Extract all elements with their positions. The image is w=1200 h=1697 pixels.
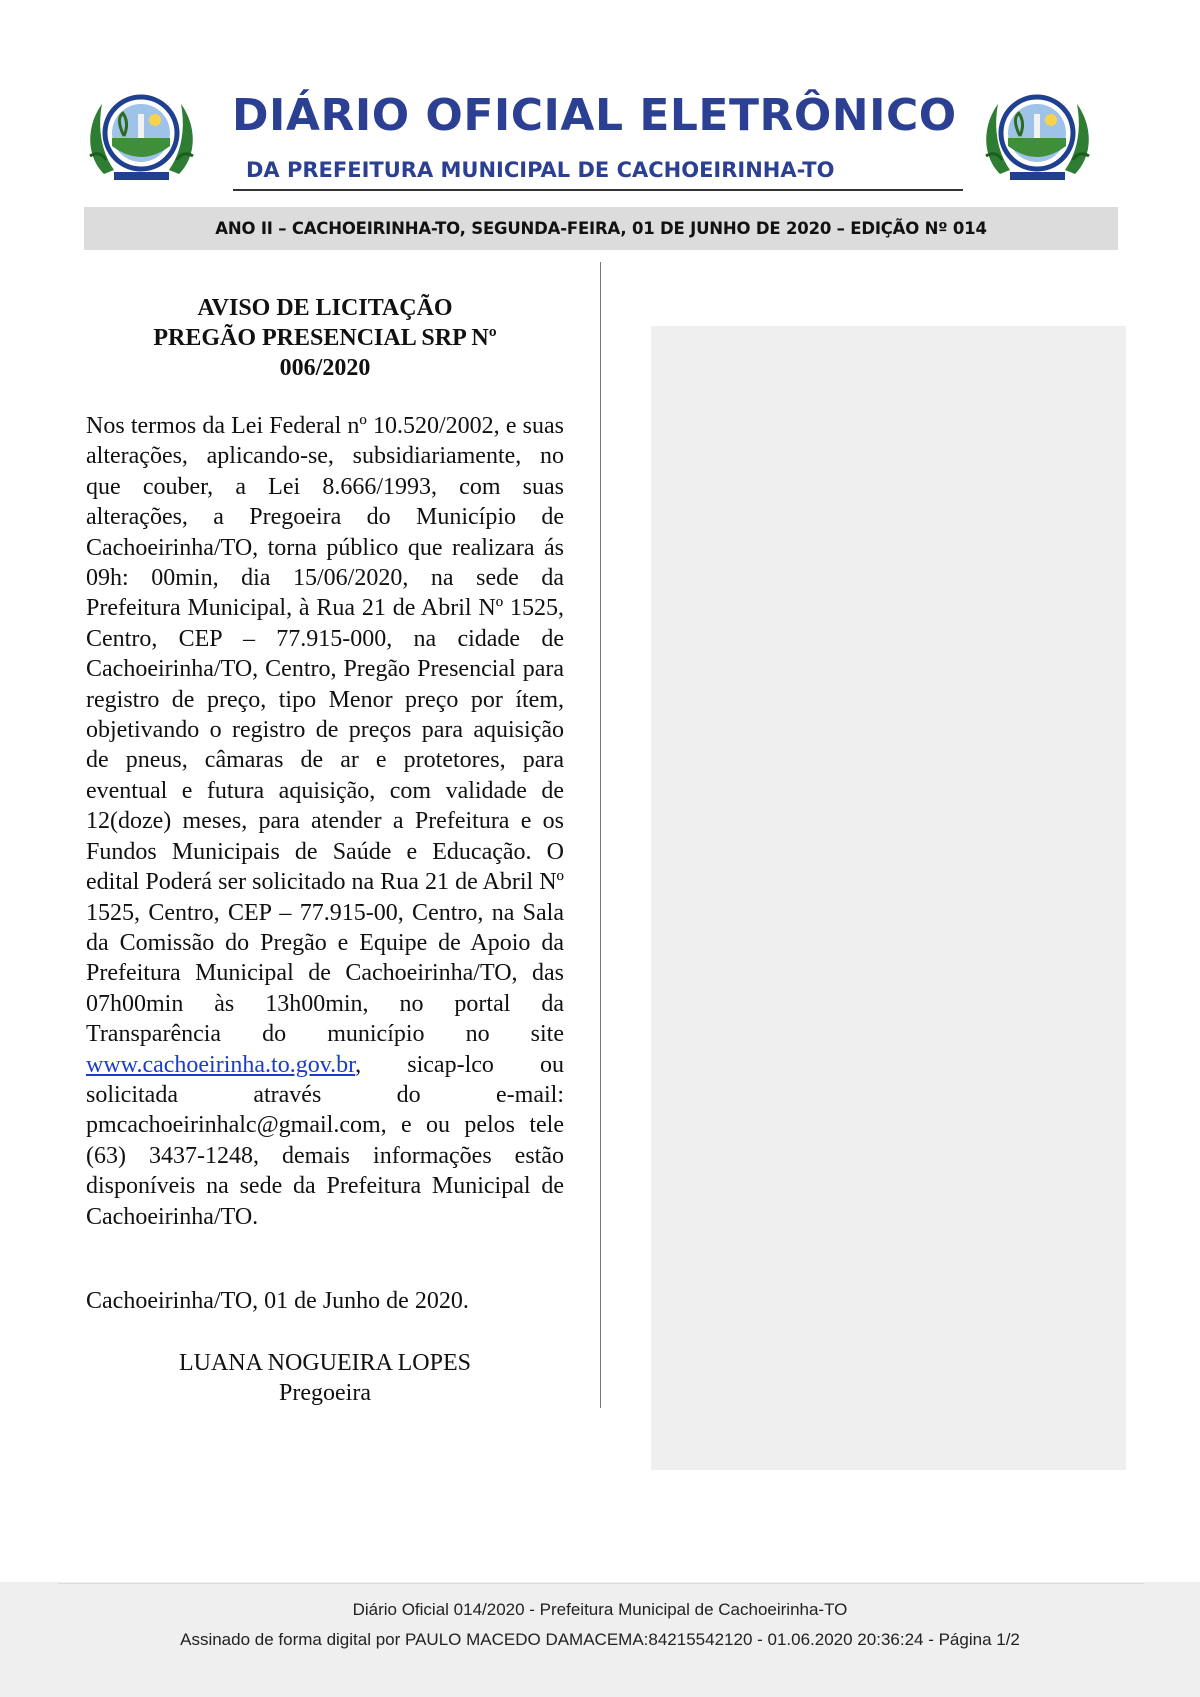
website-link[interactable]: www.cachoeirinha.to.gov.br [86, 1051, 356, 1078]
signatory-name: LUANA NOGUEIRA LOPES [178, 1350, 471, 1376]
coat-of-arms-left-icon [84, 86, 199, 186]
notice-date: Cachoeirinha/TO, 01 de Junho de 2020. [86, 1288, 469, 1314]
notice-body-text: Nos termos da Lei Federal nº 10.520/2002, e suas alterações, aplicando-se, subsidiariamente, no que couber, a Lei 8.666/1993, com suas alterações, a Pregoeira do Município de Cachoeirinha/TO, torna público que realizara ás 09h: 00min, dia 15/06/2020, na sede da Prefeitura Municipal, à Rua 21 de Abril Nº 1525, Centro, CEP – 77.915-000, na cidade de Cachoeirinha/TO, Centro, Pregão Presencial para registro de preço, tipo Menor preço por ítem, objetivando o registro de preços para aquisição de pneus, câmaras de ar e protetores, para eventual e futura aquisição, com validade de 12(doze) meses, para atender a Prefeitura e os Fundos Municipais de Saúde e Educação. O edital Poderá ser solicitado na Rua 21 de Abril Nº 1525, Centro, CEP – 77.915-00, Centro, na Sala da Comissão do Pregão e Equipe de Apoio da Prefeitura Municipal de Cachoeirinha/TO, das 07h00min às 13h00min, no portal da Transparência do município no site [86, 413, 564, 1048]
coat-of-arms-right-icon [980, 86, 1095, 186]
footer-publication: Diário Oficial 014/2020 - Prefeitura Municipal de Cachoeirinha-TO [352, 1600, 848, 1619]
notice-title-line: PREGÃO PRESENCIAL SRP Nº [153, 325, 497, 351]
notice-title-line: AVISO DE LICITAÇÃO [197, 295, 453, 321]
signatory-role: Pregoeira [279, 1380, 371, 1406]
column-divider [600, 262, 601, 1408]
notice-title-line: 006/2020 [279, 355, 371, 381]
edition-bar [84, 207, 1118, 250]
notice-title [86, 293, 564, 383]
masthead-title: DIÁRIO OFICIAL ELETRÔNICO [232, 90, 957, 141]
masthead-underline [233, 189, 963, 191]
empty-side-panel [651, 326, 1126, 1470]
footer-signature: Assinado de forma digital por PAULO MACEDO DAMACEMA:84215542120 - 01.06.2020 20:36:24 - Página 1/2 [180, 1630, 1020, 1649]
notice-body [86, 411, 564, 1232]
notice-body-text-continued: , sicap-lco ou solicitada através do e-mail: pmcachoeirinhalc@gmail.com, e ou pelos tele (63) 3437-1248, demais informações estão disponíveis na sede da Prefeitura Municipal de Cachoeirinha/TO. [86, 1051, 564, 1230]
footer-divider [58, 1583, 1144, 1584]
masthead-subtitle: DA PREFEITURA MUNICIPAL DE CACHOEIRINHA-TO [246, 158, 835, 182]
edition-info: ANO II – CACHOEIRINHA-TO, SEGUNDA-FEIRA, 01 DE JUNHO DE 2020 – EDIÇÃO Nº 014 [215, 219, 987, 238]
